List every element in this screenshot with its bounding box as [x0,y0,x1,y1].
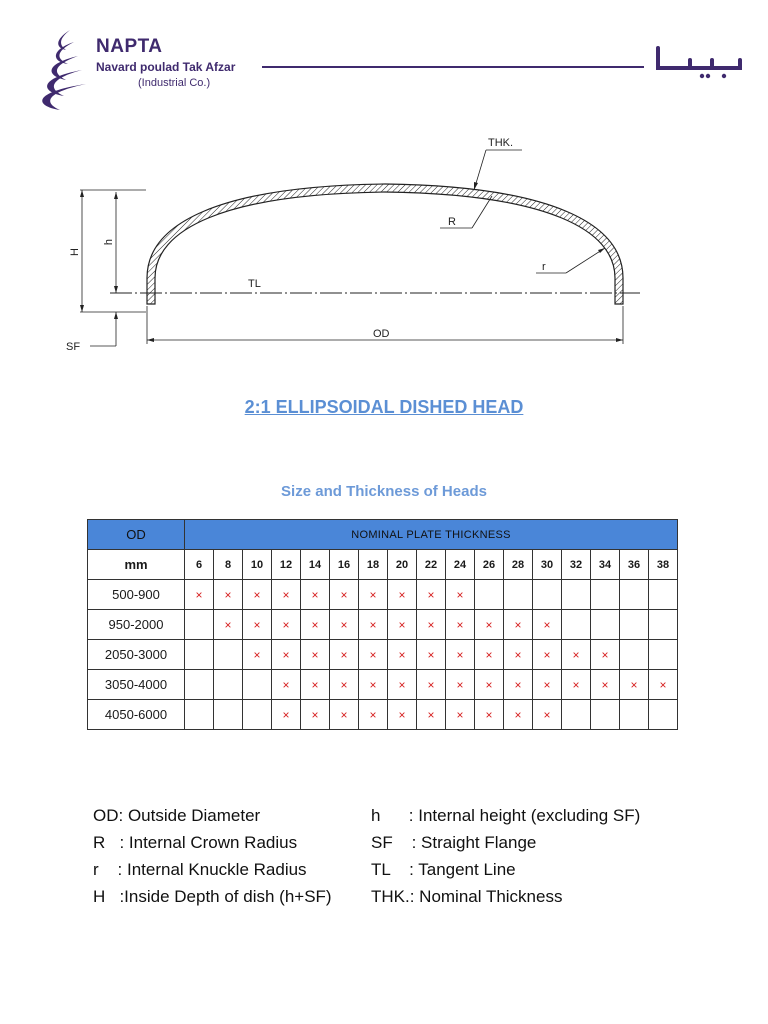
availability-mark: × [475,640,504,670]
availability-mark: × [591,640,620,670]
legend-right: h : Internal height (excluding SF) [371,806,641,825]
availability-mark: × [359,670,388,700]
label-SF: SF [66,341,81,353]
availability-mark: × [301,670,330,700]
availability-mark: × [446,640,475,670]
empty-cell [185,700,214,730]
label-THK: THK. [488,137,514,149]
availability-mark: × [330,700,359,730]
empty-cell [504,580,533,610]
table-title: Size and Thickness of Heads [281,483,487,500]
availability-mark: × [388,580,417,610]
availability-mark: × [359,580,388,610]
legend [93,802,713,910]
availability-mark: × [330,580,359,610]
availability-mark: × [243,610,272,640]
empty-cell [591,700,620,730]
thickness-table [87,519,678,730]
availability-mark: × [388,640,417,670]
availability-mark: × [272,580,301,610]
availability-mark: × [243,640,272,670]
company-subtitle-2: (Industrial Co.) [138,77,211,89]
availability-mark: × [301,700,330,730]
thickness-col-header: 20 [388,550,417,580]
legend-row [93,883,713,910]
legend-row [93,829,713,856]
availability-mark: × [417,700,446,730]
availability-mark: × [533,610,562,640]
company-name: NAPTA [96,36,163,57]
company-block [96,36,235,89]
availability-mark: × [330,670,359,700]
legend-right: SF : Straight Flange [371,833,537,852]
company-logo-icon [30,28,92,110]
empty-cell [649,580,678,610]
thickness-col-header: 12 [272,550,301,580]
empty-cell [214,700,243,730]
thickness-col-header: 16 [330,550,359,580]
availability-mark: × [272,640,301,670]
empty-cell [620,580,649,610]
thickness-col-header: 38 [649,550,678,580]
label-OD: OD [373,328,390,340]
empty-cell [649,700,678,730]
availability-mark: × [243,580,272,610]
availability-mark: × [301,580,330,610]
availability-mark: × [417,610,446,640]
table-row [88,700,678,730]
availability-mark: × [417,640,446,670]
legend-row [93,856,713,883]
head-shell [147,184,623,304]
availability-mark: × [214,610,243,640]
availability-mark: × [214,580,243,610]
availability-mark: × [446,580,475,610]
label-r: r [542,261,546,273]
availability-mark: × [359,700,388,730]
label-H: H [69,248,81,256]
legend-left: OD: Outside Diameter [93,806,261,825]
availability-mark: × [359,640,388,670]
thickness-header: NOMINAL PLATE THICKNESS [185,520,678,550]
availability-mark: × [475,700,504,730]
empty-cell [562,580,591,610]
availability-mark: × [504,640,533,670]
company-subtitle: Navard poulad Tak Afzar [96,60,236,74]
dished-head-diagram [60,128,700,358]
od-header: OD [88,520,185,550]
availability-mark: × [591,670,620,700]
table-row [88,580,678,610]
unit-header: mm [88,550,185,580]
availability-mark: × [475,610,504,640]
thickness-col-header: 36 [620,550,649,580]
od-range-cell: 950-2000 [88,610,185,640]
availability-mark: × [533,670,562,700]
header-divider [262,66,644,68]
page-title [0,397,768,418]
thickness-col-header: 34 [591,550,620,580]
thickness-col-header: 8 [214,550,243,580]
availability-mark: × [446,700,475,730]
thickness-col-header: 14 [301,550,330,580]
availability-mark: × [504,670,533,700]
legend-left: H :Inside Depth of dish (h+SF) [93,887,332,906]
empty-cell [591,580,620,610]
page-title-text: 2:1 ELLIPSOIDAL DISHED HEAD [244,397,524,417]
availability-mark: × [330,640,359,670]
availability-mark: × [359,610,388,640]
availability-mark: × [620,670,649,700]
empty-cell [649,640,678,670]
availability-mark: × [185,580,214,610]
empty-cell [649,610,678,640]
availability-mark: × [446,670,475,700]
availability-mark: × [330,610,359,640]
thickness-col-header: 32 [562,550,591,580]
thickness-col-header: 30 [533,550,562,580]
legend-right: TL : Tangent Line [371,860,516,879]
empty-cell [533,580,562,610]
availability-mark: × [533,700,562,730]
empty-cell [214,670,243,700]
empty-cell [620,640,649,670]
empty-cell [243,670,272,700]
label-h: h [103,238,115,246]
availability-mark: × [533,640,562,670]
legend-left: r : Internal Knuckle Radius [93,860,307,879]
thickness-col-header: 22 [417,550,446,580]
od-range-cell: 4050-6000 [88,700,185,730]
availability-mark: × [649,670,678,700]
od-range-cell: 2050-3000 [88,640,185,670]
availability-mark: × [388,670,417,700]
empty-cell [620,700,649,730]
empty-cell [620,610,649,640]
empty-cell [243,700,272,730]
thickness-col-header: 26 [475,550,504,580]
availability-mark: × [272,610,301,640]
thickness-col-header: 28 [504,550,533,580]
empty-cell [562,700,591,730]
availability-mark: × [388,700,417,730]
table-row [88,610,678,640]
empty-cell [214,640,243,670]
empty-cell [185,670,214,700]
availability-mark: × [475,670,504,700]
availability-mark: × [388,610,417,640]
thickness-col-header: 24 [446,550,475,580]
availability-mark: × [562,640,591,670]
availability-mark: × [562,670,591,700]
thickness-col-header: 10 [243,550,272,580]
availability-mark: × [417,670,446,700]
availability-mark: × [272,700,301,730]
legend-left: R : Internal Crown Radius [93,833,298,852]
empty-cell [475,580,504,610]
table-row [88,670,678,700]
availability-mark: × [417,580,446,610]
empty-cell [185,640,214,670]
od-range-cell: 500-900 [88,580,185,610]
empty-cell [591,610,620,640]
label-TL: TL [248,278,261,290]
availability-mark: × [446,610,475,640]
thickness-col-header: 18 [359,550,388,580]
availability-mark: × [301,610,330,640]
od-range-cell: 3050-4000 [88,670,185,700]
empty-cell [185,610,214,640]
table-row [88,640,678,670]
legend-row [93,802,713,829]
availability-mark: × [272,670,301,700]
brand-script-icon [650,44,746,80]
availability-mark: × [504,700,533,730]
thickness-col-header: 6 [185,550,214,580]
legend-right: THK.: Nominal Thickness [371,887,563,906]
empty-cell [562,610,591,640]
label-R: R [448,216,456,228]
availability-mark: × [504,610,533,640]
availability-mark: × [301,640,330,670]
